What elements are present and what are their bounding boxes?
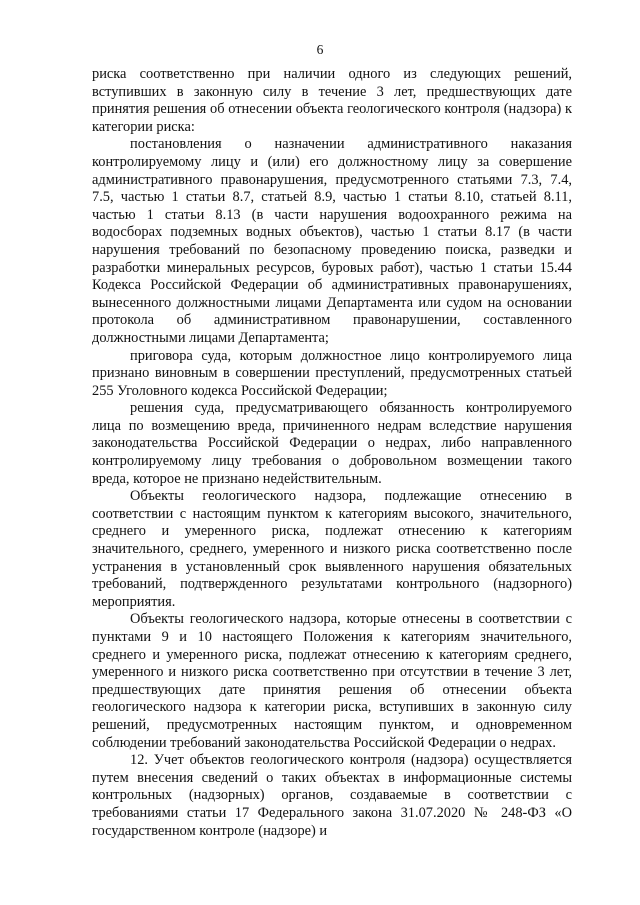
paragraph-administrative-penalty: постановления о назначении административного наказания контролируемому лицу и (или) его должностному лицу за совершение административного правонарушения, предусмотренного статьями 7.3, 7.4, 7.5, частью 1 статьи 8.7, статьей 8.9, частью 1 статьи 8.10, статьей 8.11, частью 1 статьи 8.13 (в части нарушения водоохранного режима на водосборах подземных водных объектов), частью 1 статьи 8.17 (в части нарушения требований по безопасному проведению поиска, разведки и разработки минеральных ресурсов, буровых работ), частью 1 статьи 15.44 Кодекса Российской Федерации об административных правонарушениях, вынесенного должностными лицами Департамента или судом на основании протокола об административном правонарушении, составленного должностными лицами Департамента; — [92, 136, 572, 346]
document-body — [92, 66, 572, 840]
paragraph-item-12-accounting: 12. Учет объектов геологического контроля (надзора) осуществляется путем внесения сведений о таких объектах в информационные системы контрольных (надзорных) органов, создаваемые в соответствии с требованиями статьи 17 Федерального закона 31.07.2020 № 248-ФЗ «О государственном контроле (надзоре) и — [92, 752, 572, 839]
page-number: 6 — [316, 42, 324, 57]
paragraph-court-sentence: приговора суда, которым должностное лицо контролируемого лица признано виновным в совершении преступлений, предусмотренных статьей 255 Уголовного кодекса Российской Федерации; — [92, 347, 572, 399]
paragraph-risk-reclassification-no-violations: Объекты геологического надзора, которые отнесены в соответствии с пунктами 9 и 10 настоящего Положения к категориям значительного, среднего и умеренного риска, подлежат отнесению к категориям среднего, умеренного и низкого риска соответственно при отсутствии в течение 3 лет, предшествующих дате принятия решения об отнесении объекта геологического надзора к категории риска, вступивших в законную силу решений, предусмотренных настоящим пунктом, и одновременном соблюдении требований законодательства Российской Федерации о недрах. — [92, 611, 572, 751]
paragraph-court-decision: решения суда, предусматривающего обязанность контролируемого лица по возмещению вреда, причиненного недрам вследствие нарушения законодательства Российской Федерации о недрах, либо направленного контролируемому лицу требования о добровольном возмещении такого вреда, которое не признано недействительным. — [92, 400, 572, 487]
paragraph-risk-reclassification-after-remedy: Объекты геологического надзора, подлежащие отнесению в соответствии с настоящим пунктом к категориям высокого, значительного, среднего и умеренного риска, подлежат отнесению к категориям значительного, среднего, умеренного и низкого риска соответственно после устранения в установленный срок выявленного нарушения обязательных требований, подтвержденного результатами контрольного (надзорного) мероприятия. — [92, 488, 572, 610]
paragraph-continuation: риска соответственно при наличии одного из следующих решений, вступивших в законную силу в течение 3 лет, предшествующих дате принятия решения об отнесении объекта геологического контроля (надзора) к категории риска: — [92, 66, 572, 135]
